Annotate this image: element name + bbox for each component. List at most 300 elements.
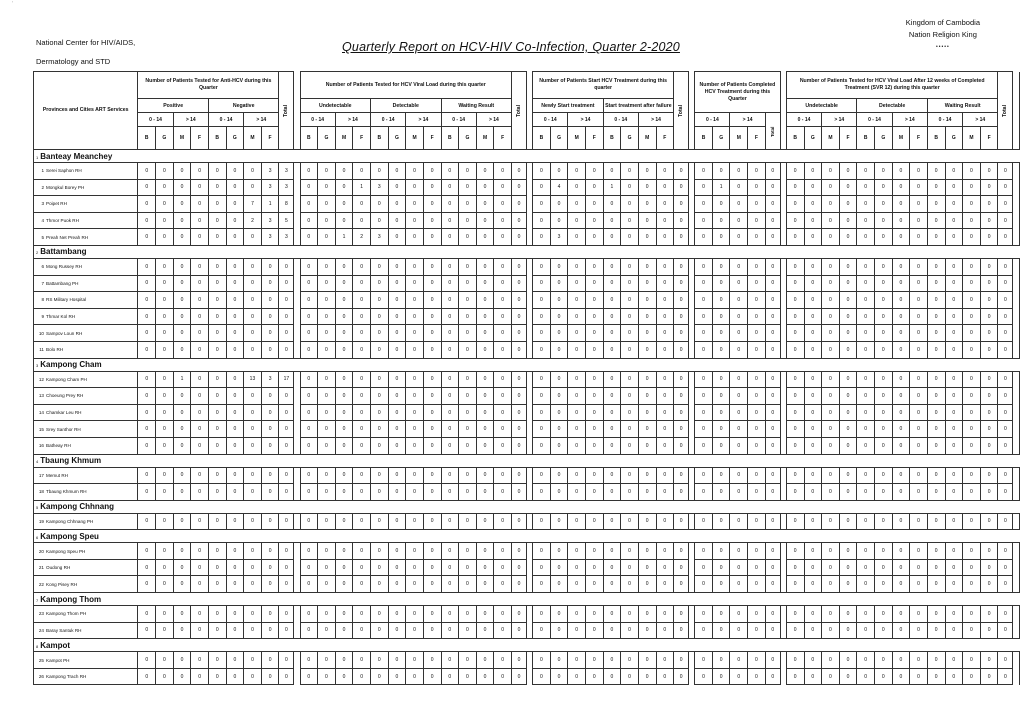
value-cell: 0 xyxy=(371,404,389,421)
value-cell: 0 xyxy=(586,559,604,576)
site-row xyxy=(34,292,1020,309)
value-cell: 0 xyxy=(892,229,910,246)
value-cell: 0 xyxy=(494,559,512,576)
value-cell: 0 xyxy=(550,421,568,438)
value-cell: 0 xyxy=(586,543,604,560)
value-cell: 0 xyxy=(638,325,656,342)
value-cell: 0 xyxy=(441,559,459,576)
value-cell: 0 xyxy=(476,212,494,229)
value-cell: 0 xyxy=(353,652,371,669)
total-cell: 0 xyxy=(998,484,1013,501)
value-cell: 0 xyxy=(586,606,604,623)
value-cell: 0 xyxy=(786,513,804,530)
site-name-cell xyxy=(34,404,138,421)
column-separator xyxy=(1013,275,1020,292)
value-cell: 0 xyxy=(371,668,389,685)
sex-age-header-b: B xyxy=(695,127,713,150)
value-cell: 0 xyxy=(459,308,477,325)
value-cell: 0 xyxy=(892,258,910,275)
value-cell: 0 xyxy=(476,292,494,309)
value-cell: 0 xyxy=(244,341,262,358)
value-cell: 0 xyxy=(550,212,568,229)
value-cell: 0 xyxy=(892,622,910,639)
total-cell: 0 xyxy=(674,622,689,639)
value-cell: 0 xyxy=(244,559,262,576)
value-cell: 0 xyxy=(568,652,586,669)
value-cell: 0 xyxy=(603,404,621,421)
value-cell: 0 xyxy=(945,163,963,180)
value-cell: 0 xyxy=(300,371,318,388)
site-number: 9 xyxy=(41,314,44,320)
value-cell: 0 xyxy=(730,543,748,560)
value-cell: 0 xyxy=(441,404,459,421)
age-band-header: 0 - 14 xyxy=(441,113,476,127)
value-cell: 0 xyxy=(927,668,945,685)
value-cell: 0 xyxy=(318,421,336,438)
total-cell: 0 xyxy=(512,622,527,639)
value-cell: 0 xyxy=(533,196,551,213)
kingdom-header xyxy=(906,17,980,53)
value-cell: 0 xyxy=(786,258,804,275)
value-cell: 0 xyxy=(621,559,639,576)
value-cell: 0 xyxy=(318,229,336,246)
value-cell: 0 xyxy=(191,437,209,454)
value-cell: 0 xyxy=(910,437,928,454)
value-cell: 0 xyxy=(494,388,512,405)
value-cell: 0 xyxy=(638,668,656,685)
value-cell: 0 xyxy=(208,421,226,438)
total-cell: 0 xyxy=(998,275,1013,292)
value-cell: 0 xyxy=(748,163,766,180)
value-cell: 2 xyxy=(353,229,371,246)
value-cell: 0 xyxy=(191,484,209,501)
site-name: Oudong RH xyxy=(46,565,71,571)
value-cell: 0 xyxy=(156,437,174,454)
value-cell: 0 xyxy=(244,437,262,454)
value-cell: 0 xyxy=(191,163,209,180)
site-name: Chamkar Leu RH xyxy=(46,410,82,416)
value-cell: 0 xyxy=(550,325,568,342)
sex-age-header-g: G xyxy=(459,127,477,150)
value-cell: 0 xyxy=(533,513,551,530)
total-cell: 0 xyxy=(998,576,1013,593)
site-name-cell xyxy=(34,576,138,593)
total-cell: 0 xyxy=(674,229,689,246)
value-cell: 0 xyxy=(786,543,804,560)
value-cell: 0 xyxy=(261,308,279,325)
value-cell: 0 xyxy=(353,467,371,484)
value-cell: 0 xyxy=(804,371,822,388)
age-band-header: 0 - 14 xyxy=(786,113,821,127)
value-cell: 0 xyxy=(927,179,945,196)
value-cell: 0 xyxy=(138,437,156,454)
value-cell: 0 xyxy=(656,179,674,196)
value-cell: 0 xyxy=(208,371,226,388)
value-cell: 0 xyxy=(695,559,713,576)
value-cell: 0 xyxy=(156,559,174,576)
value-cell: 0 xyxy=(712,196,730,213)
value-cell: 0 xyxy=(839,606,857,623)
value-cell: 0 xyxy=(441,606,459,623)
value-cell: 0 xyxy=(138,292,156,309)
value-cell: 0 xyxy=(173,437,191,454)
value-cell: 0 xyxy=(226,212,244,229)
value-cell: 0 xyxy=(656,543,674,560)
value-cell: 0 xyxy=(388,371,406,388)
value-cell: 0 xyxy=(980,163,998,180)
sex-age-header-m: M xyxy=(476,127,494,150)
value-cell: 0 xyxy=(226,229,244,246)
value-cell: 0 xyxy=(786,371,804,388)
site-name-cell xyxy=(34,292,138,309)
total-cell: 0 xyxy=(998,388,1013,405)
value-cell: 0 xyxy=(156,179,174,196)
sex-age-header-m: M xyxy=(173,127,191,150)
total-cell: 0 xyxy=(998,404,1013,421)
value-cell: 0 xyxy=(244,404,262,421)
value-cell: 0 xyxy=(226,421,244,438)
value-cell: 0 xyxy=(318,212,336,229)
province-row xyxy=(34,639,1020,652)
total-cell: 8 xyxy=(279,196,294,213)
value-cell: 0 xyxy=(963,467,981,484)
value-cell: 0 xyxy=(656,163,674,180)
total-cell: 0 xyxy=(765,163,780,180)
province-name: Battambang xyxy=(40,247,87,257)
value-cell: 0 xyxy=(892,275,910,292)
value-cell: 0 xyxy=(406,404,424,421)
sex-age-header-g: G xyxy=(712,127,730,150)
value-cell: 0 xyxy=(963,652,981,669)
column-separator xyxy=(1013,467,1020,484)
value-cell: 0 xyxy=(208,668,226,685)
value-cell: 0 xyxy=(208,325,226,342)
value-cell: 0 xyxy=(822,622,840,639)
site-row xyxy=(34,484,1020,501)
value-cell: 0 xyxy=(261,404,279,421)
value-cell: 0 xyxy=(730,325,748,342)
site-row xyxy=(34,404,1020,421)
value-cell: 0 xyxy=(875,179,893,196)
header-row-groups xyxy=(34,72,1020,99)
value-cell: 0 xyxy=(173,229,191,246)
value-cell: 0 xyxy=(748,421,766,438)
value-cell: 0 xyxy=(318,622,336,639)
value-cell: 0 xyxy=(945,212,963,229)
total-cell: 0 xyxy=(279,652,294,669)
value-cell: 0 xyxy=(822,292,840,309)
value-cell: 0 xyxy=(388,421,406,438)
value-cell: 0 xyxy=(892,559,910,576)
value-cell: 0 xyxy=(476,325,494,342)
value-cell: 0 xyxy=(910,467,928,484)
value-cell: 0 xyxy=(191,513,209,530)
sex-age-header-m: M xyxy=(568,127,586,150)
value-cell: 0 xyxy=(910,196,928,213)
value-cell: 0 xyxy=(406,258,424,275)
value-cell: 0 xyxy=(839,437,857,454)
value-cell: 0 xyxy=(730,371,748,388)
value-cell: 0 xyxy=(318,275,336,292)
value-cell: 0 xyxy=(173,668,191,685)
value-cell: 0 xyxy=(494,606,512,623)
value-cell: 0 xyxy=(353,404,371,421)
value-cell: 0 xyxy=(261,275,279,292)
value-cell: 0 xyxy=(191,196,209,213)
group-header-1: Number of Patients Tested for Anti-HCV during this Quarter xyxy=(138,72,279,99)
value-cell: 0 xyxy=(388,652,406,669)
value-cell: 0 xyxy=(804,513,822,530)
value-cell: 0 xyxy=(910,404,928,421)
value-cell: 0 xyxy=(568,229,586,246)
age-band-header: 0 - 14 xyxy=(603,113,638,127)
value-cell: 0 xyxy=(804,404,822,421)
value-cell: 0 xyxy=(191,179,209,196)
column-separator xyxy=(1013,437,1020,454)
value-cell: 0 xyxy=(533,606,551,623)
sex-age-header-g: G xyxy=(318,127,336,150)
value-cell: 0 xyxy=(875,606,893,623)
value-cell: 0 xyxy=(406,371,424,388)
value-cell: 0 xyxy=(476,543,494,560)
subgroup-header-after_failure: Start treatment after failure xyxy=(603,99,674,113)
value-cell: 0 xyxy=(568,196,586,213)
value-cell: 0 xyxy=(441,371,459,388)
value-cell: 0 xyxy=(371,308,389,325)
province-name-cell xyxy=(34,150,1020,163)
value-cell: 0 xyxy=(371,258,389,275)
group-header-2: Number of Patients Tested for HCV Viral Load during this quarter xyxy=(300,72,512,99)
value-cell: 0 xyxy=(927,341,945,358)
value-cell: 0 xyxy=(568,258,586,275)
site-name: Kampong Thom PH xyxy=(46,611,87,617)
value-cell: 0 xyxy=(318,292,336,309)
value-cell: 0 xyxy=(406,421,424,438)
value-cell: 0 xyxy=(173,559,191,576)
value-cell: 0 xyxy=(857,652,875,669)
value-cell: 0 xyxy=(927,576,945,593)
value-cell: 0 xyxy=(441,341,459,358)
value-cell: 0 xyxy=(244,258,262,275)
value-cell: 0 xyxy=(748,543,766,560)
site-row xyxy=(34,212,1020,229)
total-cell: 0 xyxy=(512,292,527,309)
value-cell: 0 xyxy=(244,652,262,669)
total-cell: 0 xyxy=(765,371,780,388)
value-cell: 0 xyxy=(875,229,893,246)
value-cell: 0 xyxy=(857,308,875,325)
value-cell: 0 xyxy=(476,388,494,405)
value-cell: 0 xyxy=(423,559,441,576)
value-cell: 0 xyxy=(441,668,459,685)
sex-age-header-m: M xyxy=(244,127,262,150)
value-cell: 0 xyxy=(927,513,945,530)
value-cell: 0 xyxy=(586,179,604,196)
value-cell: 0 xyxy=(335,467,353,484)
value-cell: 0 xyxy=(695,484,713,501)
site-name-cell xyxy=(34,652,138,669)
total-cell: 0 xyxy=(765,606,780,623)
value-cell: 0 xyxy=(318,437,336,454)
sex-age-header-g: G xyxy=(156,127,174,150)
total-cell: 0 xyxy=(279,437,294,454)
value-cell: 0 xyxy=(353,308,371,325)
value-cell: 0 xyxy=(945,179,963,196)
value-cell: 0 xyxy=(786,308,804,325)
value-cell: 0 xyxy=(173,576,191,593)
value-cell: 0 xyxy=(300,467,318,484)
value-cell: 0 xyxy=(695,292,713,309)
value-cell: 0 xyxy=(406,325,424,342)
value-cell: 0 xyxy=(335,212,353,229)
value-cell: 0 xyxy=(945,258,963,275)
value-cell: 0 xyxy=(208,163,226,180)
value-cell: 0 xyxy=(494,467,512,484)
column-separator xyxy=(1013,543,1020,560)
value-cell: 0 xyxy=(441,325,459,342)
value-cell: 0 xyxy=(656,484,674,501)
value-cell: 0 xyxy=(712,325,730,342)
value-cell: 0 xyxy=(695,421,713,438)
value-cell: 0 xyxy=(173,196,191,213)
value-cell: 0 xyxy=(712,212,730,229)
value-cell: 0 xyxy=(406,543,424,560)
value-cell: 0 xyxy=(388,543,406,560)
value-cell: 1 xyxy=(603,179,621,196)
value-cell: 0 xyxy=(586,275,604,292)
value-cell: 0 xyxy=(804,576,822,593)
value-cell: 0 xyxy=(603,576,621,593)
site-number: 7 xyxy=(41,280,44,286)
value-cell: 0 xyxy=(318,559,336,576)
value-cell: 0 xyxy=(786,421,804,438)
column-separator xyxy=(1013,163,1020,180)
value-cell: 0 xyxy=(839,622,857,639)
value-cell: 0 xyxy=(406,179,424,196)
age-band-header: > 14 xyxy=(963,113,998,127)
value-cell: 0 xyxy=(156,421,174,438)
total-cell: 0 xyxy=(674,513,689,530)
value-cell: 0 xyxy=(586,622,604,639)
value-cell: 0 xyxy=(786,388,804,405)
province-name: Kampot xyxy=(40,640,71,650)
value-cell: 0 xyxy=(656,668,674,685)
value-cell: 0 xyxy=(586,163,604,180)
value-cell: 0 xyxy=(459,622,477,639)
value-cell: 0 xyxy=(550,652,568,669)
value-cell: 0 xyxy=(550,275,568,292)
value-cell: 0 xyxy=(226,513,244,530)
value-cell: 0 xyxy=(892,467,910,484)
province-name-cell xyxy=(34,639,1020,652)
site-row xyxy=(34,229,1020,246)
value-cell: 0 xyxy=(423,292,441,309)
sex-age-header-m: M xyxy=(406,127,424,150)
value-cell: 0 xyxy=(621,668,639,685)
value-cell: 0 xyxy=(476,258,494,275)
value-cell: 0 xyxy=(568,325,586,342)
value-cell: 0 xyxy=(173,179,191,196)
total-cell: 0 xyxy=(674,576,689,593)
value-cell: 0 xyxy=(695,437,713,454)
site-name: Mong Russey RH xyxy=(46,264,82,270)
site-number: 16 xyxy=(38,443,44,449)
value-cell: 0 xyxy=(353,513,371,530)
sex-age-header-b: B xyxy=(208,127,226,150)
value-cell: 0 xyxy=(980,513,998,530)
value-cell: 0 xyxy=(550,258,568,275)
value-cell: 0 xyxy=(603,559,621,576)
value-cell: 0 xyxy=(586,576,604,593)
value-cell: 0 xyxy=(138,196,156,213)
sex-age-header-g: G xyxy=(945,127,963,150)
value-cell: 0 xyxy=(550,543,568,560)
value-cell: 0 xyxy=(156,341,174,358)
value-cell: 0 xyxy=(712,229,730,246)
value-cell: 0 xyxy=(318,308,336,325)
value-cell: 0 xyxy=(603,212,621,229)
province-name-cell xyxy=(34,530,1020,543)
value-cell: 0 xyxy=(459,163,477,180)
value-cell: 0 xyxy=(875,513,893,530)
total-cell: 0 xyxy=(765,275,780,292)
value-cell: 0 xyxy=(945,371,963,388)
value-cell: 0 xyxy=(695,371,713,388)
value-cell: 0 xyxy=(822,229,840,246)
value-cell: 0 xyxy=(441,292,459,309)
value-cell: 0 xyxy=(494,258,512,275)
value-cell: 0 xyxy=(712,163,730,180)
value-cell: 0 xyxy=(208,404,226,421)
value-cell: 0 xyxy=(156,196,174,213)
value-cell: 0 xyxy=(568,576,586,593)
value-cell: 0 xyxy=(839,308,857,325)
value-cell: 0 xyxy=(963,325,981,342)
value-cell: 0 xyxy=(318,179,336,196)
value-cell: 0 xyxy=(730,484,748,501)
value-cell: 0 xyxy=(406,341,424,358)
value-cell: 0 xyxy=(857,292,875,309)
value-cell: 0 xyxy=(910,325,928,342)
value-cell: 0 xyxy=(839,467,857,484)
value-cell: 0 xyxy=(318,467,336,484)
value-cell: 0 xyxy=(335,179,353,196)
value-cell: 0 xyxy=(695,467,713,484)
value-cell: 0 xyxy=(603,371,621,388)
province-row xyxy=(34,454,1020,467)
value-cell: 0 xyxy=(173,325,191,342)
province-row xyxy=(34,358,1020,371)
value-cell: 0 xyxy=(138,421,156,438)
column-separator xyxy=(1013,652,1020,669)
value-cell: 0 xyxy=(371,559,389,576)
value-cell: 0 xyxy=(476,404,494,421)
value-cell: 0 xyxy=(568,437,586,454)
value-cell: 0 xyxy=(261,341,279,358)
sex-age-header-b: B xyxy=(786,127,804,150)
total-column-header: Total xyxy=(279,72,294,150)
value-cell: 0 xyxy=(533,229,551,246)
value-cell: 0 xyxy=(335,622,353,639)
value-cell: 0 xyxy=(261,258,279,275)
total-cell: 0 xyxy=(512,308,527,325)
value-cell: 0 xyxy=(945,292,963,309)
value-cell: 0 xyxy=(839,668,857,685)
site-name-cell xyxy=(34,543,138,560)
value-cell: 0 xyxy=(980,196,998,213)
value-cell: 0 xyxy=(459,559,477,576)
value-cell: 0 xyxy=(638,652,656,669)
